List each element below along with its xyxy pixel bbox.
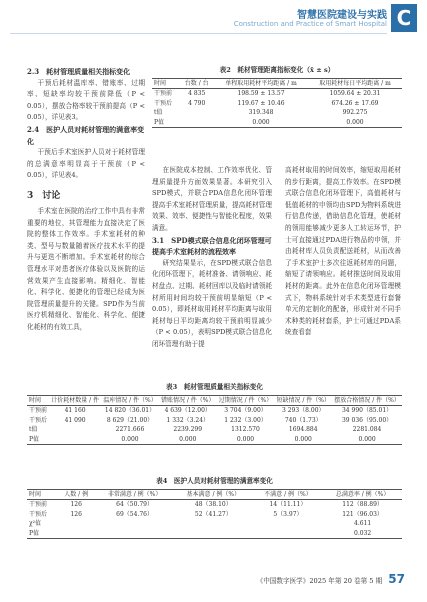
table-cell: 1059.64 ± 20.31 <box>329 90 381 98</box>
table-cell: 干预后 <box>29 510 48 518</box>
table-cell: 0.000 <box>332 435 402 445</box>
table-2 <box>152 66 402 128</box>
table-cell: 5（3.97） <box>273 510 303 518</box>
table-cell <box>95 529 174 539</box>
table-cell <box>253 529 324 539</box>
table-cell: 740（1.73） <box>284 416 322 424</box>
text-column-2 <box>152 165 272 351</box>
table-3 <box>27 383 402 445</box>
table-cell: 1 332（3.24） <box>166 416 210 424</box>
paragraph: 干预后耗材温库率、错账率、过期率、短缺率均较干预前降低（P < 0.05），摆放合格率较干预前提高（P < 0.05），详见表3。 <box>27 78 145 122</box>
table-header-cell: 非常满意 / 例（%） <box>95 490 174 500</box>
table-row <box>27 529 402 539</box>
table-cell: 0.000 <box>159 435 217 445</box>
table-cell <box>57 519 95 528</box>
table-cell: 干预后 <box>29 416 48 424</box>
text-column-3 <box>285 165 401 339</box>
table-cell: 126 <box>70 510 82 518</box>
table-cell: 0.032 <box>323 529 402 539</box>
page-footer <box>257 572 405 586</box>
table-cell: P值 <box>152 118 179 128</box>
table-cell: 干预后 <box>154 99 173 107</box>
table-cell: 干预前 <box>154 90 173 98</box>
table-row <box>27 416 402 425</box>
table-cell: P值 <box>27 529 57 539</box>
paragraph: 干预后手术室医护人员对于耗材管理的总满意率明显高于干预前（P < 0.05），详见表4。 <box>27 148 145 180</box>
table-cell: 干预前 <box>29 501 48 509</box>
table-cell: 319.348 <box>248 109 274 117</box>
table-header-cell: 单程取用耗材平均距离 / m <box>214 79 308 89</box>
table-cell: 0.000 <box>217 435 275 445</box>
table-cell: 3 704（9.00） <box>224 407 267 415</box>
table-cell <box>49 435 101 445</box>
table-cell: 4 835 <box>188 90 206 98</box>
table-header-cell: 计价耗材数量 / 件 <box>49 396 101 406</box>
table-cell: 干预前 <box>29 407 48 415</box>
paragraph: 手术室在医院的治疗工作中具有非常重要的地位，其管理能力直接决定了医院的整体工作效率。手术室耗材的种类、型号与数量随着医疗技术水平的提升与更迭不断增加。手术室耗材的综合管理水平对患者医疗体验以及医院的运营效果产生直接影响。精细化、智能化、科学化、便捷化的管理已经成为医院管理质量提升的关键。SPD作为当前医疗机精细化、智能化、科学化、便捷化耗材的有效工具， <box>27 206 145 331</box>
table-row <box>152 89 402 99</box>
table-cell: 0.000 <box>308 118 402 128</box>
table-cell: 198.59 ± 13.57 <box>237 90 285 98</box>
table-2-title: 表2 耗材管理距离指标变化（x̄ ± s） <box>219 66 335 74</box>
table-cell <box>95 519 174 528</box>
table-header-cell: 时间 <box>27 490 57 500</box>
table-cell: 4 639（12.00） <box>164 407 211 415</box>
table-row <box>152 118 402 128</box>
table-row <box>152 99 402 108</box>
header-divider <box>10 33 387 34</box>
paragraph: 研究结果显示，在SPD模式联合信息化闭环管理下，耗材准备、请领响应、耗材盘点、过期、耗材回库以及临时请领耗材所用时间均较干预前明显缩短（P < 0.05），即耗材取用耗材平均距离与取用耗材每日平均距离均较干预前明显减少（P < 0.05），表明SPD模式联合信息化闭环管理有助于提 <box>152 258 272 348</box>
table-header-cell: 温库情况 / 件（%） <box>101 396 159 406</box>
text-column-1 <box>27 66 145 333</box>
table-4 <box>27 477 402 539</box>
table-row <box>27 500 402 510</box>
table-cell: 64（50.79） <box>116 501 153 509</box>
journal-citation: 《中国数字医学》2025 年第 20 卷第 5 期 <box>256 577 383 585</box>
page-header <box>0 0 427 40</box>
table-row <box>27 425 402 434</box>
paragraph: 在医院成本控制、工作效率优化、管理质量提升方面效果显著。本研究引入SPD模式，并联合PDA信息化闭环管理提高手术室耗材管理质量，提高耗材管理效果、效率、便捷性与智能化程度，效果满意。 <box>152 166 272 232</box>
table-cell: t值 <box>29 426 38 434</box>
table-row <box>27 406 402 416</box>
table-cell <box>174 529 253 539</box>
table-header-cell: 人数 / 例 <box>57 490 95 500</box>
table-cell: 41 090 <box>64 416 86 424</box>
table-cell: 69（54.76） <box>116 510 153 518</box>
table-cell: 41 160 <box>64 407 86 415</box>
table-cell: 0.000 <box>101 435 159 445</box>
table-cell: 126 <box>70 501 82 509</box>
table-cell <box>49 425 101 434</box>
table-cell <box>179 108 214 117</box>
table-cell: 4 790 <box>188 99 206 107</box>
section-heading-3-1: 3.1 SPD模式联合信息化闭环管理可提高手术室耗材的流程效率 <box>152 235 272 257</box>
table-cell: 119.67 ± 10.46 <box>237 99 285 107</box>
table-cell: 39 036（95.00） <box>341 416 393 424</box>
table-row <box>27 510 402 519</box>
section-heading-2-3: 2.3 耗材管理质量相关指标变化 <box>27 67 131 76</box>
table-cell: 2281.084 <box>352 426 382 434</box>
table-cell: 1 232（3.00） <box>224 416 267 424</box>
table-cell: 48（38.10） <box>194 501 232 509</box>
table-2-grid <box>152 78 402 128</box>
table-cell <box>253 519 324 528</box>
table-4-title: 表4 医护人员对耗材管理的满意率变化 <box>156 477 273 485</box>
table-cell: 14（11.11） <box>269 501 307 509</box>
table-cell: 674.26 ± 17.69 <box>331 99 379 107</box>
table-cell: P值 <box>27 435 49 445</box>
table-header-cell: 台数 / 台 <box>179 79 214 89</box>
page-number: 57 <box>388 572 405 586</box>
paragraph: 高耗材取用的时间效率，缩短取用耗材的步行距离，提高工作效率。在SPD模式联合信息化闭环管理下，高值耗材与低值耗材的申领均由SPD为物料系统进行信息传递，借助信息化管理，使耗材的领用能够减少更多人工转运环节，护士可直接通过PDA进行物品的申领，并由耗材库人员负责配送耗材，从而改善了手术室护士多次往返耗材库的问题，缩短了请领响应。耗材推送时间及取用耗材的距离。此外在信息化闭环管理模式下，物料系统针对手术类型进行套餐单元的定制化的配备，形成针对不同手术种类的耗材套系，护士可通过PDA系统查看套 <box>285 166 401 337</box>
table-cell: 121（96.03） <box>342 510 383 518</box>
table-cell: 8 629（21.00） <box>106 416 154 424</box>
table-cell: 14 820（36.01） <box>104 407 156 415</box>
table-cell: t值 <box>154 109 163 117</box>
header-title: 智慧医院建设与实践 <box>297 10 387 21</box>
table-cell: 2239.299 <box>173 426 203 434</box>
table-3-title: 表3 耗材管理质量相关指标变化 <box>166 383 263 391</box>
table-header-cell: 短缺情况 / 件（%） <box>274 396 332 406</box>
table-cell <box>179 118 214 128</box>
table-cell: 3 293（8.00） <box>281 407 325 415</box>
table-header-cell: 取用耗材每日平均距离 / m <box>308 79 402 89</box>
table-header-cell: 时间 <box>152 79 179 89</box>
table-cell <box>174 519 253 528</box>
table-3-grid <box>27 395 402 445</box>
table-cell: 0.000 <box>274 435 332 445</box>
table-cell: 1694.884 <box>288 426 318 434</box>
table-header-cell: 基本满意 / 例（%） <box>174 490 253 500</box>
table-cell: 0.000 <box>214 118 308 128</box>
table-header-cell: 总满意率 / 例（%） <box>323 490 402 500</box>
table-cell: 4.611 <box>354 520 372 528</box>
table-row <box>152 108 402 117</box>
header-subtitle: Construction and Practice of Smart Hospital <box>233 20 387 28</box>
table-cell: 1312.570 <box>231 426 260 434</box>
section-heading-discussion: 3 讨论 <box>27 190 61 201</box>
table-row <box>27 519 402 528</box>
table-cell: χ²值 <box>29 520 42 528</box>
table-4-grid <box>27 489 402 539</box>
table-cell: 112（88.89） <box>342 501 383 509</box>
section-heading-2-4: 2.4 医护人员对耗材管理的满意率变化 <box>27 124 145 146</box>
table-cell <box>57 529 95 539</box>
table-row <box>27 435 402 445</box>
table-header-cell: 不满意 / 例（%） <box>253 490 324 500</box>
table-header-cell: 过期情况 / 件（%） <box>217 396 275 406</box>
table-cell: 52（41.27） <box>194 510 232 518</box>
table-cell: 2271.666 <box>115 426 145 434</box>
table-header-cell: 错账情况 / 件（%） <box>159 396 217 406</box>
table-header-cell: 摆放合格情况 / 件（%） <box>332 396 402 406</box>
journal-logo: C <box>391 4 417 32</box>
table-cell: 34 990（85.01） <box>341 407 393 415</box>
table-header-cell: 时间 <box>27 396 49 406</box>
table-cell: 992.275 <box>342 109 368 117</box>
